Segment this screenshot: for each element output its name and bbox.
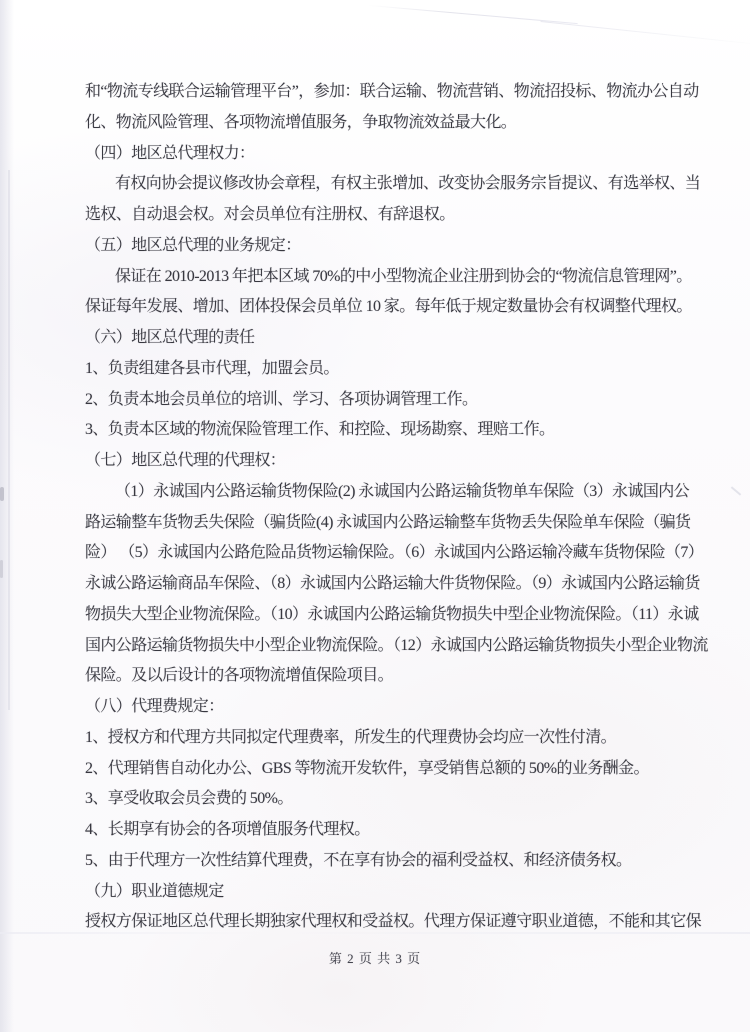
scan-mark — [731, 486, 741, 495]
text-line: （九）职业道德规定 — [85, 882, 224, 900]
text-line: 授权方保证地区总代理长期独家代理权和受益权。代理方保证遵守职业道德，不能和其它保 — [85, 913, 702, 931]
text-line: 1、负责组建各县市代理，加盟会员。 — [85, 359, 339, 377]
text-line: 3、享受收取会员会费的 50%。 — [85, 790, 293, 808]
text-line: 2、代理销售自动化办公、GBS 等物流开发软件，享受销售总额的 50%的业务酬金。 — [85, 759, 649, 777]
text-line: 国内公路运输货物损失中小型企业物流保险。（12）永诚国内公路运输货物损失小型企业物流 — [85, 636, 708, 654]
scan-left-crease — [8, 170, 10, 710]
text-line: 保证在 2010-2013 年把本区域 70%的中小型物流企业注册到协会的“物流信息管理网”。 — [115, 267, 692, 285]
scan-edge-mark — [0, 487, 4, 501]
text-line: 永诚公路运输商品车保险、（8）永诚国内公路运输大件货物保险。（9）永诚国内公路运输货 — [85, 575, 700, 592]
text-line: （五）地区总代理的业务规定： — [85, 236, 301, 254]
text-line: 物损失大型企业物流保险。（10）永诚国内公路运输货物损失中型企业物流保险。（11）永诚 — [85, 605, 699, 623]
text-line: （八）代理费规定： — [85, 698, 224, 715]
document-body — [85, 77, 710, 938]
text-line: 2、负责本地会员单位的培训、学习、各项协调管理工作。 — [85, 390, 478, 408]
text-line: 3、负责本区域的物流保险管理工作、和控险、现场勘察、理赔工作。 — [85, 421, 555, 439]
text-line: 险） （5）永诚国内公路危险品货物运输保险。（6）永诚国内公路运输冷藏车货物保险（7） — [85, 544, 704, 562]
text-line: 1、授权方和代理方共同拟定代理费率，所发生的代理费协会均应一次性付清。 — [85, 728, 617, 746]
text-line: 选权、自动退会权。对会员单位有注册权、有辞退权。 — [85, 206, 455, 223]
scan-edge-mark — [0, 560, 3, 578]
text-line: 有权向协会提议修改协会章程，有权主张增加、改变协会服务宗旨提议、有选举权、当 — [115, 175, 701, 193]
text-line: 化、物流风险管理、各项物流增值服务，争取物流效益最大化。 — [85, 113, 517, 131]
text-line: （七）地区总代理的代理权： — [85, 452, 286, 469]
text-line: 保险。及以后设计的各项物流增值保险项目。 — [85, 667, 394, 685]
text-line: （1）永诚国内公路运输货物保险(2) 永诚国内公路运输货物单车保险（3）永诚国内公 — [115, 482, 690, 500]
text-line: 和“物流专线联合运输管理平台”，参加：联合运输、物流营销、物流招投标、物流办公自动 — [85, 83, 699, 100]
page-number: 第 2 页 共 3 页 — [328, 951, 422, 966]
text-line: （六）地区总代理的责任 — [85, 329, 255, 346]
scan-crease — [541, 21, 750, 46]
text-line: 5、由于代理方一次性结算代理费，不在享有协会的福利受益权、和经济债务权。 — [85, 851, 632, 869]
scan-left-shadow — [0, 0, 14, 1032]
text-line: 保证每年发展、增加、团体投保会员单位 10 家。每年低于规定数量协会有权调整代理权。 — [85, 298, 692, 316]
text-line: （四）地区总代理权力： — [85, 144, 255, 162]
text-line: 4、长期享有协会的各项增值服务代理权。 — [85, 821, 370, 838]
text-line: 路运输整车货物丢失保险（骗货险(4) 永诚国内公路运输整车货物丢失保险单车保险（骗货 — [85, 513, 691, 531]
